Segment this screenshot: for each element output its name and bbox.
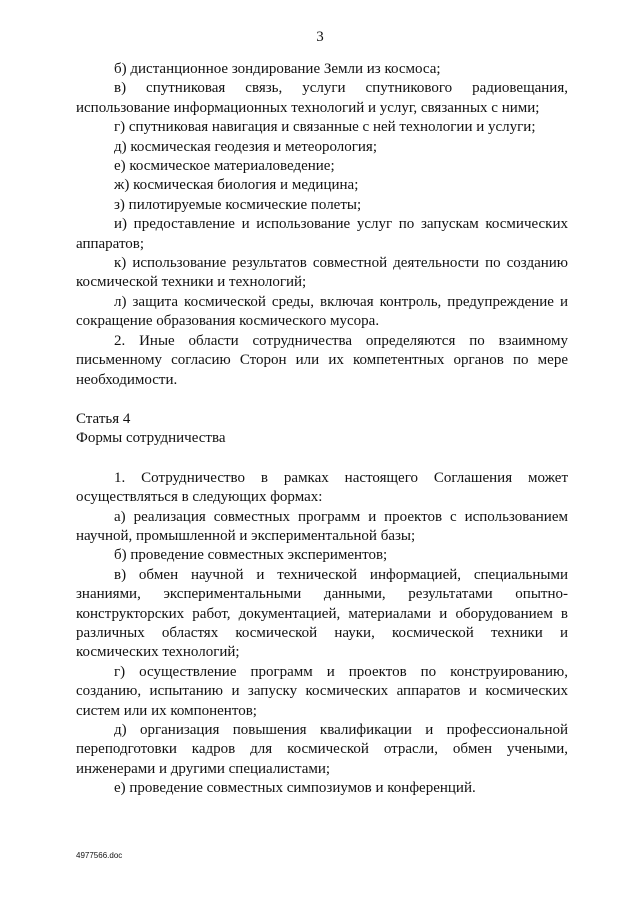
article-title: Формы сотрудничества (76, 430, 226, 447)
list-item: в) обмен научной и технической информацией, специальными знаниями, экспериментальными данными, результатами опытно-конструкторских работ, документацией, материалами и оборудованием в различных областях космической науки, космической техники и космических технологий; (76, 566, 568, 661)
list-item: е) космическое материаловедение; (114, 158, 335, 175)
list-item: д) космическая геодезия и метеорология; (114, 138, 377, 155)
article-number: Статья 4 (76, 410, 131, 427)
list-item: л) защита космической среды, включая контроль, предупреждение и сокращение образования космического мусора. (76, 293, 568, 330)
page-number: 3 (316, 29, 324, 45)
list-item: д) организация повышения квалификации и профессиональной переподготовки кадров для космической отрасли, обмен учеными, инженерами и другими специалистами; (76, 722, 568, 777)
paragraph: 1. Сотрудничество в рамках настоящего Соглашения может осуществляться в следующих формах: (76, 469, 568, 506)
paragraph: 2. Иные области сотрудничества определяются по взаимному письменному согласию Сторон или их компетентных органов по мере необходимости. (76, 332, 568, 388)
list-item: ж) космическая биология и медицина; (114, 177, 359, 194)
list-item: з) пилотируемые космические полеты; (114, 196, 362, 213)
list-item: и) предоставление и использование услуг по запускам космических аппаратов; (76, 216, 568, 252)
spacer (76, 449, 568, 469)
list-item: б) дистанционное зондирование Земли из космоса; (114, 61, 441, 77)
list-item: г) спутниковая навигация и связанные с ней технологии и услуги; (114, 119, 536, 136)
document-body (76, 60, 568, 799)
list-item: е) проведение совместных симпозиумов и конференций. (114, 780, 476, 797)
spacer (76, 390, 568, 410)
list-item: г) осуществление программ и проектов по конструированию, созданию, испытанию и запуску космических аппаратов и космических систем или их компонентов; (76, 663, 568, 719)
footer-filename: 4977566.doc (76, 851, 123, 860)
list-item: а) реализация совместных программ и проектов с использованием научной, промышленной и экспериментальной базы; (76, 508, 568, 544)
list-item: в) спутниковая связь, услуги спутникового радиовещания, использование информационных технологий и услуг, связанных с ними; (76, 80, 568, 116)
list-item: к) использование результатов совместной деятельности по созданию космической техники и технологий; (76, 255, 568, 291)
list-item: б) проведение совместных экспериментов; (114, 547, 388, 564)
